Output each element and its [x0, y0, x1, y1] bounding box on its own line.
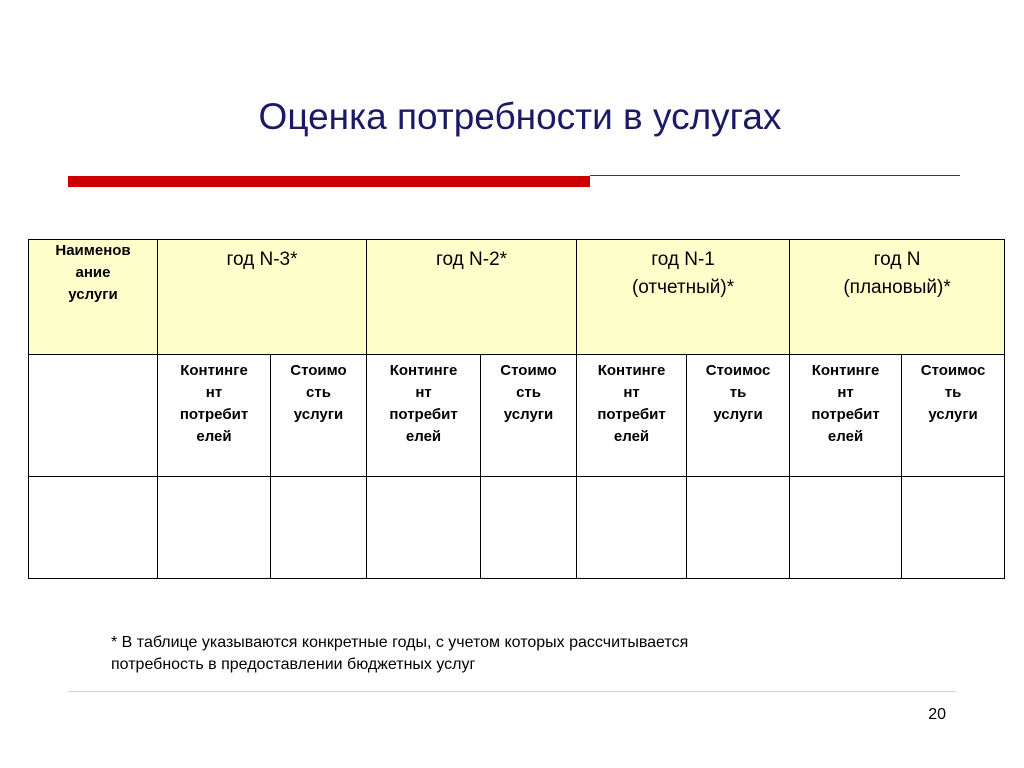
- subheader-line: нт: [623, 384, 640, 401]
- subheader-cost: [902, 355, 1005, 477]
- empty-cell: [902, 477, 1005, 579]
- subheader-line: услуги: [503, 406, 554, 423]
- services-needs-table: [28, 239, 1005, 579]
- subheader-line: елей: [827, 428, 864, 445]
- footnote-line: потребность в предоставлении бюджетных услуг: [111, 656, 476, 673]
- subheader-line: ть: [729, 384, 747, 401]
- title-underline-bar: [68, 176, 590, 187]
- subheader-line: нт: [837, 384, 854, 401]
- subheader-line: потребит: [811, 406, 880, 423]
- subheader-line: нт: [415, 384, 432, 401]
- empty-cell: [29, 355, 158, 477]
- subheader-line: елей: [196, 428, 232, 445]
- subheader-line: Стоимо: [500, 362, 557, 379]
- subheader-line: Континге: [389, 362, 458, 379]
- empty-cell: [687, 477, 790, 579]
- subheader-line: сть: [306, 384, 331, 401]
- empty-cell: [481, 477, 577, 579]
- subheader-line: нт: [205, 384, 223, 401]
- title-underline-thin-line: [590, 175, 960, 176]
- subheader-cost: [687, 355, 790, 477]
- year-header-n: [790, 240, 1005, 355]
- year-header-line: (отчетный)*: [631, 277, 735, 298]
- year-header-line: год N: [873, 249, 921, 270]
- service-name-header-line: Наименов: [55, 242, 131, 259]
- empty-cell: [29, 477, 158, 579]
- year-header-line: год N-2*: [436, 249, 508, 270]
- subheader-contingent: [790, 355, 902, 477]
- subheader-contingent: [367, 355, 481, 477]
- subheader-line: сть: [516, 384, 541, 401]
- empty-cell: [158, 477, 271, 579]
- subheader-line: Континге: [180, 362, 248, 379]
- subheader-line: елей: [613, 428, 650, 445]
- service-name-header-line: услуги: [68, 286, 118, 303]
- subheader-contingent: [158, 355, 271, 477]
- year-header-n-1: [577, 240, 790, 355]
- subheader-line: Стоимос: [705, 362, 771, 379]
- footnote: [111, 632, 871, 676]
- footnote-line: * В таблице указываются конкретные годы, с учетом которых рассчитывается: [111, 634, 689, 651]
- subheader-line: потребит: [179, 406, 249, 423]
- subheader-line: услуги: [293, 406, 344, 423]
- footer-divider: [68, 691, 956, 692]
- year-header-line: год N-3*: [226, 249, 298, 270]
- subheader-line: услуги: [928, 406, 978, 423]
- subheader-line: потребит: [389, 406, 458, 423]
- subheader-line: ть: [944, 384, 962, 401]
- service-name-header: [29, 240, 158, 355]
- slide-title: Оценка потребности в услугах: [258, 96, 782, 137]
- subheader-line: Стоимо: [290, 362, 347, 379]
- empty-cell: [367, 477, 481, 579]
- empty-cell: [271, 477, 367, 579]
- empty-cell: [790, 477, 902, 579]
- subheader-line: услуги: [713, 406, 763, 423]
- year-header-line: (плановый)*: [843, 277, 951, 298]
- subheader-line: Континге: [597, 362, 666, 379]
- subheader-line: Стоимос: [920, 362, 986, 379]
- empty-cell: [577, 477, 687, 579]
- subheader-line: Континге: [811, 362, 880, 379]
- year-header-line: год N-1: [651, 249, 715, 270]
- subheader-line: потребит: [597, 406, 666, 423]
- page-number: 20: [928, 706, 946, 723]
- service-name-header-line: ание: [75, 264, 111, 281]
- subheader-cost: [271, 355, 367, 477]
- year-header-n-2: [367, 240, 577, 355]
- subheader-cost: [481, 355, 577, 477]
- subheader-contingent: [577, 355, 687, 477]
- subheader-line: елей: [405, 428, 442, 445]
- year-header-n-3: [158, 240, 367, 355]
